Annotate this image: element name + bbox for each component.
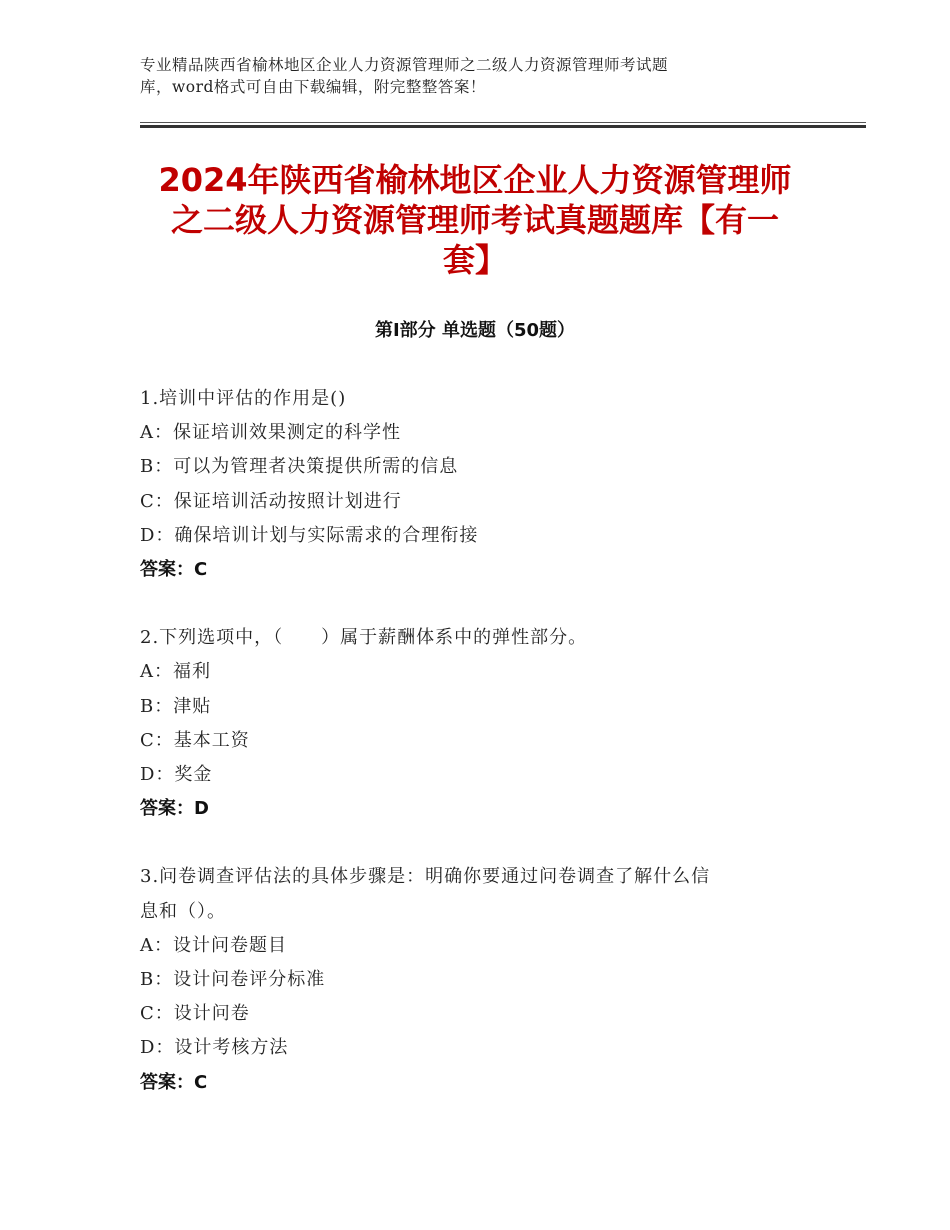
option-c: C：保证培训活动按照计划进行 [140,490,402,512]
document-header [140,54,780,98]
section-heading: 第Ⅰ部分 单选题（50题） [374,320,575,341]
option-a: A：保证培训效果测定的科学性 [140,422,401,444]
document-title [110,160,840,280]
title-line-3: 套】 [442,241,507,279]
title-line-2: 之二级人力资源管理师考试真题题库【有一 [170,201,779,239]
answer-line: 答案：C [140,1071,208,1093]
header-line-2: 库，word格式可自由下载编辑，附完整整答案！ [140,78,486,96]
question-stem-continued: 息和（）。 [140,900,226,922]
option-d: D：确保培训计划与实际需求的合理衔接 [140,524,479,546]
answer-line: 答案：C [140,559,208,581]
option-d: D：设计考核方法 [140,1037,289,1059]
question-2 [140,621,810,826]
question-stem: 1.培训中评估的作用是() [140,388,347,409]
option-a: A：设计问卷题目 [140,934,287,956]
option-c: C：设计问卷 [140,1003,250,1025]
option-c: C：基本工资 [140,729,250,751]
header-divider [140,122,866,128]
divider-thick-line [140,125,866,128]
title-line-1: 2024年陕西省榆林地区企业人力资源管理师 [158,161,792,199]
question-3 [140,860,810,1099]
question-stem: 3.问卷调查评估法的具体步骤是：明确你要通过问卷调查了解什么信 [140,866,711,888]
option-b: B：可以为管理者决策提供所需的信息 [140,456,459,478]
question-1 [140,382,810,587]
option-a: A：福利 [140,661,211,683]
option-d: D：奖金 [140,764,213,786]
divider-thin-line [140,122,866,123]
question-stem: 2.下列选项中，（ ）属于薪酬体系中的弹性部分。 [140,627,588,649]
option-b: B：津贴 [140,695,212,717]
question-list [140,382,810,1134]
header-line-1: 专业精品陕西省榆林地区企业人力资源管理师之二级人力资源管理师考试题 [140,56,669,74]
option-b: B：设计问卷评分标准 [140,969,326,991]
answer-line: 答案：D [140,798,209,820]
